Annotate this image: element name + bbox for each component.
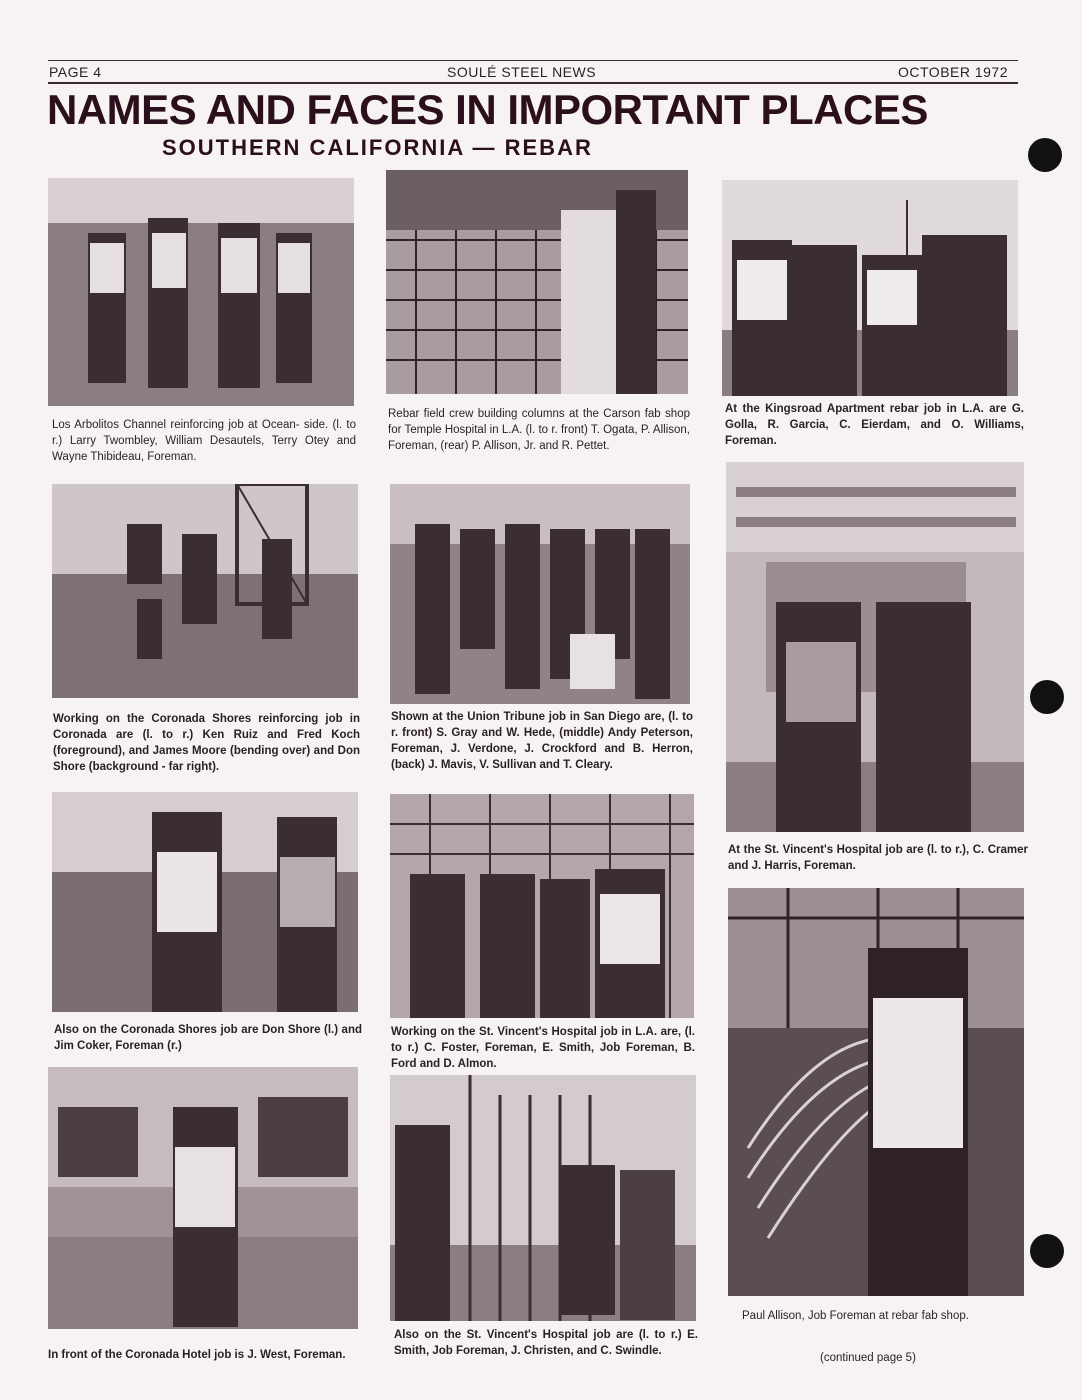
photo-los-arbolitos (48, 178, 354, 406)
photo-kingsroad (722, 180, 1018, 396)
photo-carson-fab-shop (386, 170, 688, 394)
photo-st-vincents-smith (390, 1075, 696, 1321)
photo-st-vincents-cramer-harris (726, 462, 1024, 832)
binder-hole-top (1028, 138, 1062, 172)
photo-coronada-hotel (48, 1067, 358, 1329)
caption-st-vincents-crew: Working on the St. Vincent's Hospital job in L.A. are, (l. to r.) C. Foster, Foreman, E. Smith, Job Foreman, B. Ford and D. Almon. (391, 1026, 695, 1070)
caption-coronada-shores-foreman: Also on the Coronada Shores job are Don Shore (l.) and Jim Coker, Foreman (r.) (54, 1024, 362, 1052)
header-rule (48, 82, 1018, 84)
photo-union-tribune (390, 484, 690, 704)
photo-st-vincents-crew (390, 794, 694, 1018)
binder-hole-middle (1030, 680, 1064, 714)
caption-union-tribune: Shown at the Union Tribune job in San Diego are, (l. to r. front) S. Gray and W. Hede, (middle) Andy Peterson, Foreman, J. Verdone, J. Crockford and B. Herron, (back) J. Mavis, V. Sullivan and T. Cleary. (391, 711, 693, 771)
publication-name: SOULÉ STEEL NEWS (447, 64, 597, 80)
binder-hole-bottom (1030, 1234, 1064, 1268)
caption-st-vincents-cramer-harris: At the St. Vincent's Hospital job are (l. to r.), C. Cramer and J. Harris, Foreman. (728, 844, 1028, 872)
caption-st-vincents-smith: Also on the St. Vincent's Hospital job are (l. to r.) E. Smith, Job Foreman, J. Christen, and C. Swindle. (394, 1329, 698, 1357)
photo-coronada-shores-foreman (52, 792, 358, 1012)
caption-coronada-hotel: In front of the Coronada Hotel job is J. West, Foreman. (48, 1349, 346, 1361)
photo-coronada-shores-crew (52, 484, 358, 698)
page-number: PAGE 4 (49, 64, 102, 80)
caption-kingsroad: At the Kingsroad Apartment rebar job in L.A. are G. Golla, R. Garcia, C. Eierdam, and O. Williams, Foreman. (725, 403, 1024, 447)
continued-note: (continued page 5) (820, 1352, 916, 1364)
photo-paul-allison (728, 888, 1024, 1296)
page-subtitle: SOUTHERN CALIFORNIA — REBAR (162, 135, 593, 160)
page-title: NAMES AND FACES IN IMPORTANT PLACES (47, 86, 928, 133)
top-rule (48, 60, 1018, 61)
caption-paul-allison: Paul Allison, Job Foreman at rebar fab shop. (742, 1310, 969, 1322)
caption-carson-fab-shop: Rebar field crew building columns at the Carson fab shop for Temple Hospital in L.A. (l. to r. front) T. Ogata, P. Allison, Foreman, (rear) P. Allison, Jr. and R. Pettet. (388, 408, 690, 452)
issue-date: OCTOBER 1972 (898, 64, 1009, 80)
caption-coronada-shores-crew: Working on the Coronada Shores reinforcing job in Coronada are (l. to r.) Ken Ruiz and Fred Koch (foreground), and James Moore (bending over) and Don Shore (background - far right). (53, 713, 360, 773)
caption-los-arbolitos: Los Arbolitos Channel reinforcing job at Ocean- side. (l. to r.) Larry Twombley, William Desautels, Terry Otey and Wayne Thibideau, Foreman. (52, 419, 356, 463)
